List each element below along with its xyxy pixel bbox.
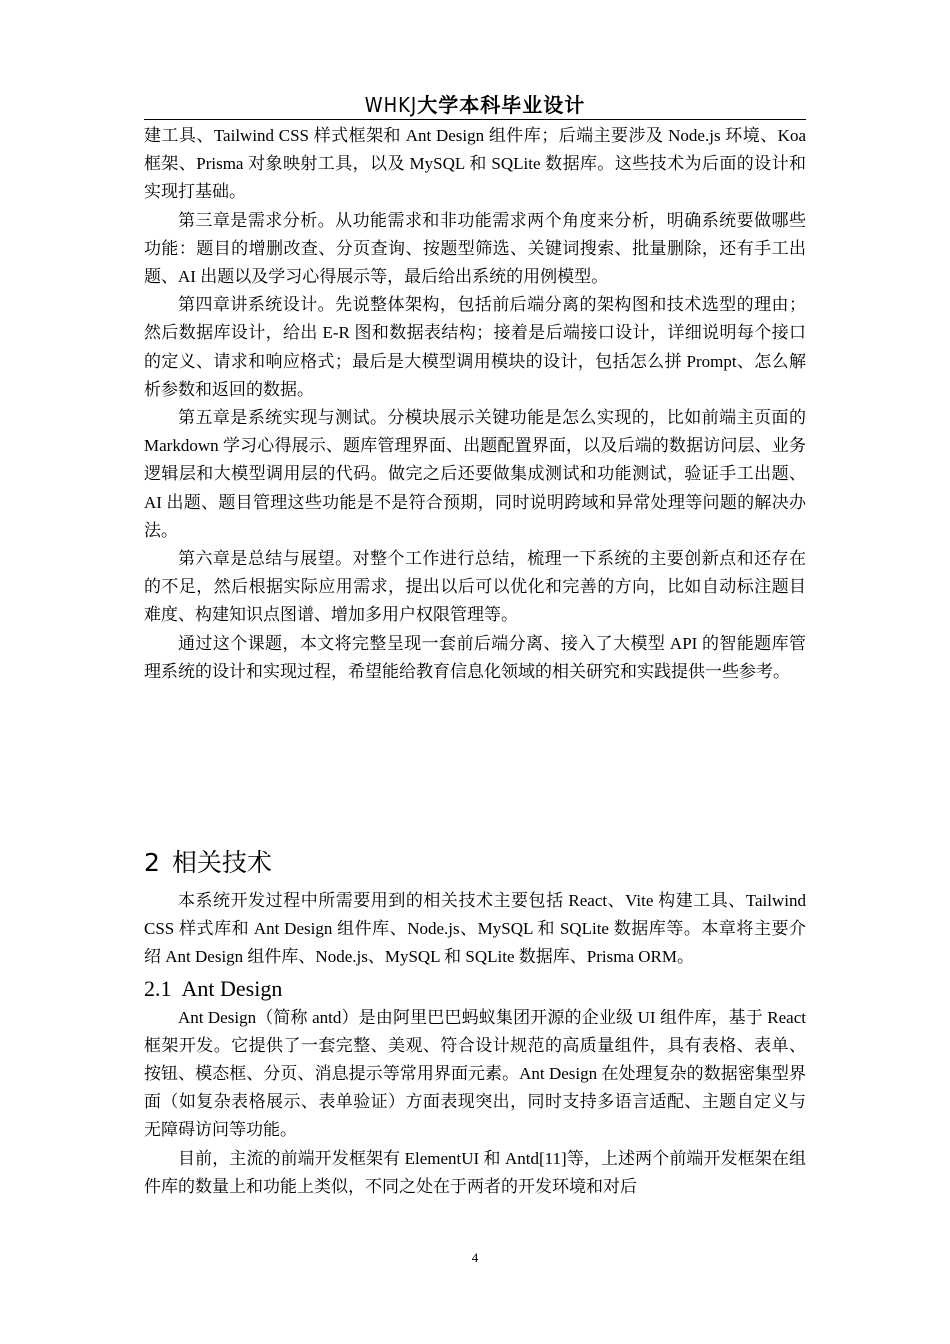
chapter-number: 2 [144,848,160,877]
chapter-body [144,887,806,1201]
body-paragraph: 建工具、Tailwind CSS 样式框架和 Ant Design 组件库；后端主要涉及 Node.js 环境、Koa 框架、Prisma 对象映射工具，以及 MySQL 和 SQLite 数据库。这些技术为后面的设计和实现打基础。 [144,126,806,202]
running-header [144,92,806,119]
body-paragraph: 第四章讲系统设计。先说整体架构，包括前后端分离的架构图和技术选型的理由；然后数据库设计，给出 E-R 图和数据表结构；接着是后端接口设计，详细说明每个接口的定义、请求和响应格式；最后是大模型调用模块的设计，包括怎么拼 Prompt、怎么解析参数和返回的数据。 [144,295,806,399]
section-paragraph: 目前，主流的前端开发框架有 ElementUI 和 Antd[11]等，上述两个前端开发框架在组件库的数量上和功能上类似，不同之处在于两者的开发环境和对后 [144,1148,806,1196]
header-rule [144,119,806,120]
header-title: 大学本科毕业设计 [417,93,586,117]
section-number: 2.1 [144,975,172,1001]
header-school-code: WHKJ [364,93,418,117]
section-title: Ant Design [181,975,283,1001]
page-number: 4 [471,1250,479,1265]
body-paragraph: 第三章是需求分析。从功能需求和非功能需求两个角度来分析，明确系统要做哪些功能：题目的增删改查、分页查询、按题型筛选、关键词搜索、批量删除，还有手工出题、AI 出题以及学习心得展示等，最后给出系统的用例模型。 [144,210,806,287]
section-heading [144,972,806,1004]
body-paragraph: 第六章是总结与展望。对整个工作进行总结，梳理一下系统的主要创新点和还存在的不足，然后根据实际应用需求，提出以后可以优化和完善的方向，比如自动标注题目难度、构建知识点图谱、增加多用户权限管理等。 [144,549,806,625]
section-paragraph: Ant Design（简称 antd）是由阿里巴巴蚂蚁集团开源的企业级 UI 组件库，基于 React 框架开发。它提供了一套完整、美观、符合设计规范的高质量组件，具有表格、表单、按钮、模态框、分页、消息提示等常用界面元素。Ant Design 在处理复杂的数据密集型界面（如复杂表格展示、表单验证）方面表现突出，同时支持多语言适配、主题自定义与无障碍访问等功能。 [144,1007,806,1140]
intro-section [144,122,806,686]
chapter-intro-paragraph: 本系统开发过程中所需要用到的相关技术主要包括 React、Vite 构建工具、Tailwind CSS 样式库和 Ant Design 组件库、Node.js、MySQL 和 SQLite 数据库等。本章将主要介绍 Ant Design 组件库、Node.js、MySQL 和 SQLite 数据库、Prisma ORM。 [144,891,806,967]
body-paragraph: 通过这个课题，本文将完整呈现一套前后端分离、接入了大模型 API 的智能题库管理系统的设计和实现过程，希望能给教育信息化领域的相关研究和实践提供一些参考。 [144,633,806,681]
body-paragraph: 第五章是系统实现与测试。分模块展示关键功能是怎么实现的，比如前端主页面的 Markdown 学习心得展示、题库管理界面、出题配置界面，以及后端的数据访问层、业务逻辑层和大模型调用层的代码。做完之后还要做集成测试和功能测试，验证手工出题、AI 出题、题目管理这些功能是不是符合预期，同时说明跨域和异常处理等问题的解决办法。 [144,408,806,540]
chapter-heading [144,846,272,880]
chapter-title: 相关技术 [171,848,272,877]
